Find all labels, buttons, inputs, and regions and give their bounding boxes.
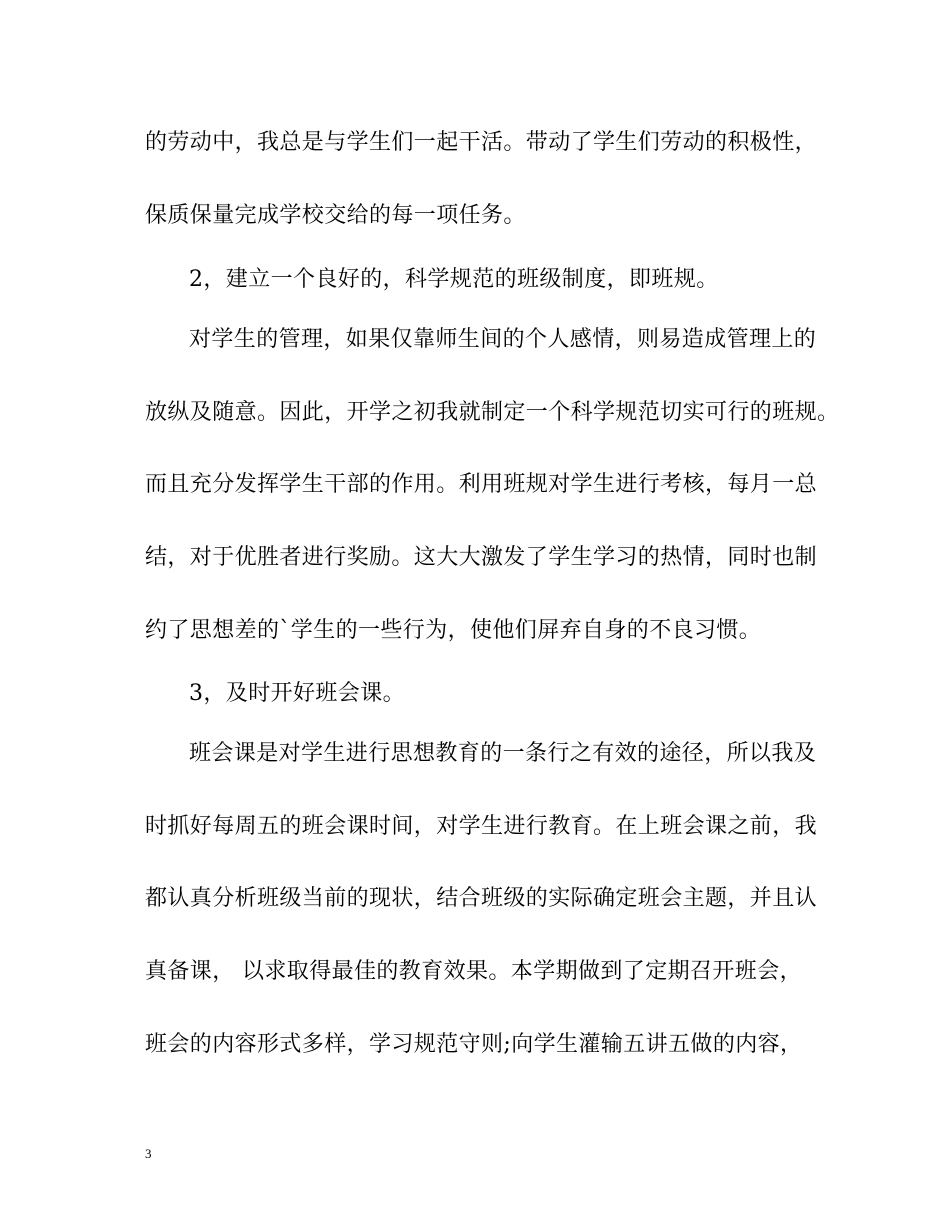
text-line: 结，对于优胜者进行奖励。这大大激发了学生学习的热情，同时也制 bbox=[145, 545, 818, 570]
text-line: 班会课是对学生进行思想教育的一条行之有效的途径，所以我及 bbox=[189, 741, 817, 766]
text-line: 真备课， 以求取得最佳的教育效果。本学期做到了定期召开班会， bbox=[145, 959, 802, 984]
text-line: 时抓好每周五的班会课时间，对学生进行教育。在上班会课之前，我 bbox=[145, 814, 818, 839]
text-line: 2，建立一个良好的，科学规范的班级制度，即班规。 bbox=[189, 267, 719, 292]
text-line: 放纵及随意。因此，开学之初我就制定一个科学规范切实可行的班规。 bbox=[145, 400, 840, 425]
text-line: 3，及时开好班会课。 bbox=[189, 681, 405, 706]
text-line: 对学生的管理，如果仅靠师生间的个人感情，则易造成管理上的 bbox=[189, 327, 817, 352]
text-line: 班会的内容形式多样，学习规范守则;向学生灌输五讲五做的内容， bbox=[145, 1032, 803, 1057]
text-line: 都认真分析班级当前的现状，结合班级的实际确定班会主题，并且认 bbox=[145, 886, 818, 911]
text-line: 约了思想差的`学生的一些行为，使他们屏弃自身的不良习惯。 bbox=[145, 618, 762, 643]
page-number: 3 bbox=[145, 1146, 152, 1161]
text-line: 而且充分发挥学生干部的作用。利用班规对学生进行考核，每月一总 bbox=[145, 472, 818, 497]
text-line: 的劳动中，我总是与学生们一起干活。带动了学生们劳动的积极性， bbox=[145, 130, 818, 155]
text-line: 保质保量完成学校交给的每一项任务。 bbox=[145, 203, 526, 228]
